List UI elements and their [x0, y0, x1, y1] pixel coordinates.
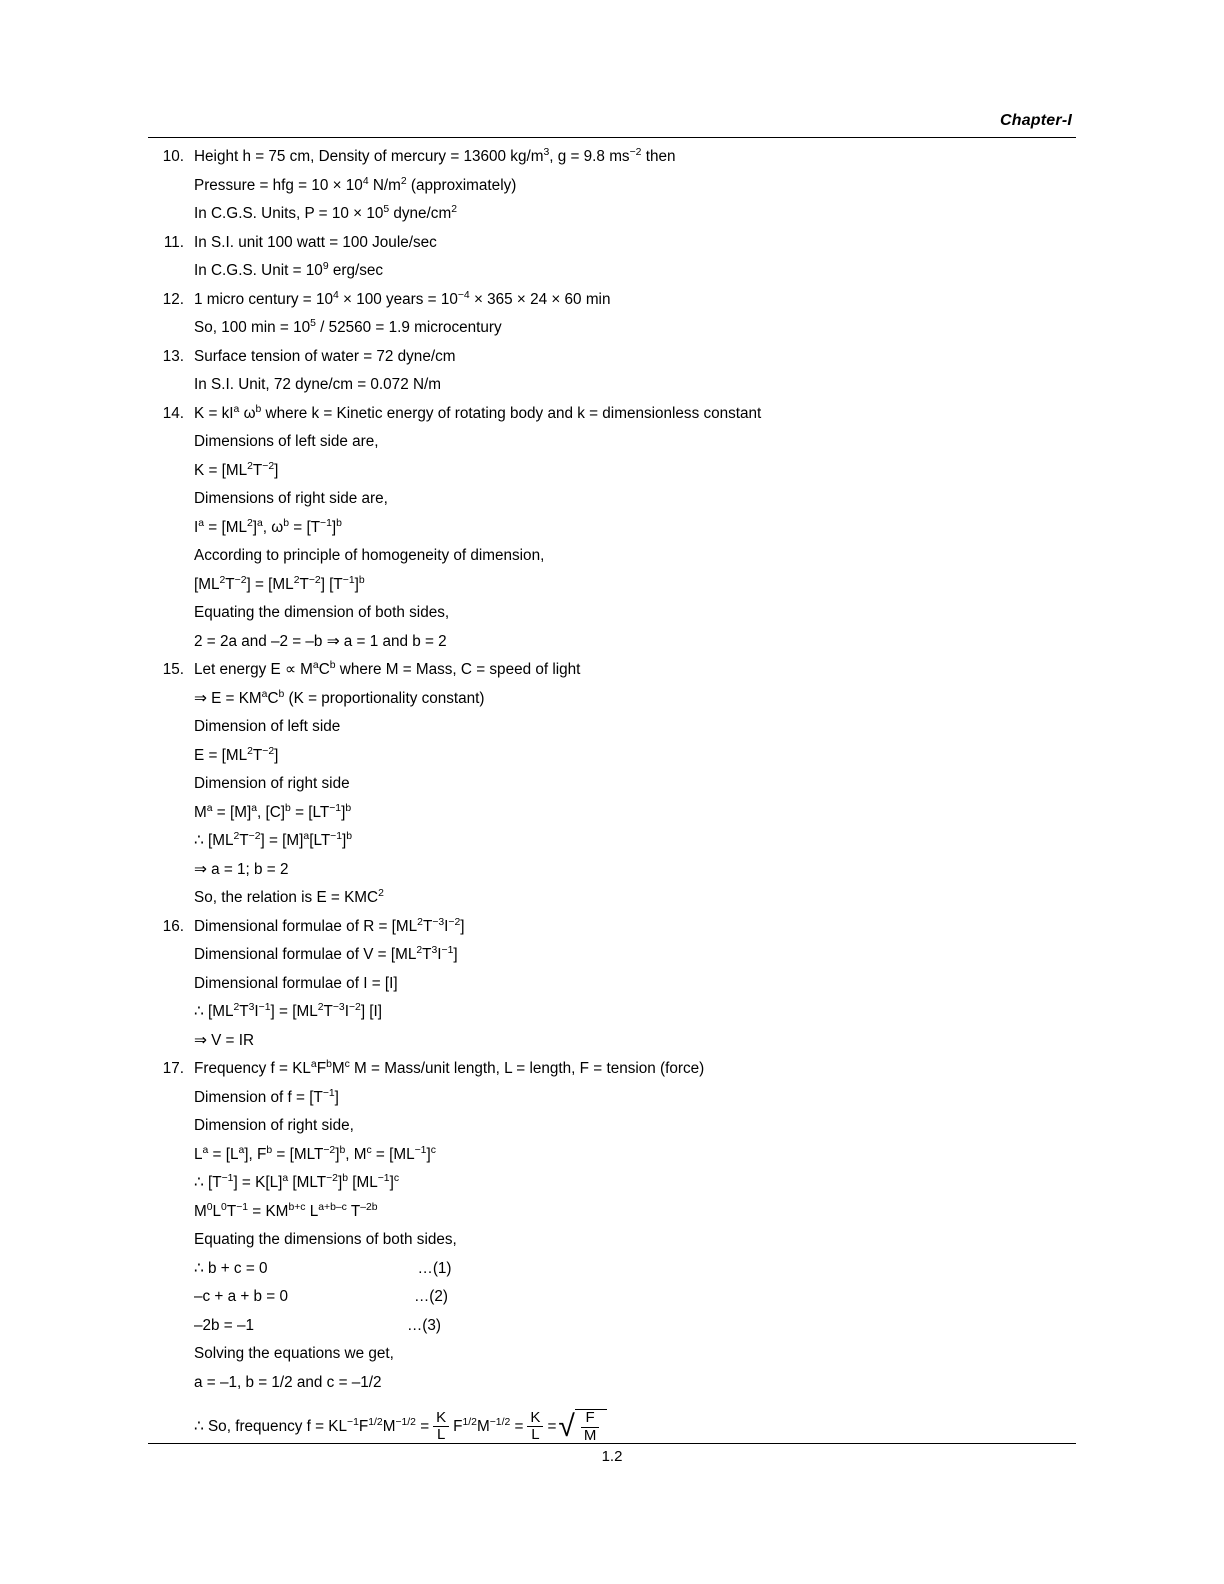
- final-equation: [194, 1409, 1078, 1445]
- item-body: [194, 286, 1078, 343]
- item-line: $E = [ML^2T^{-2}]$: [194, 745, 279, 764]
- fraction-denominator: M: [583, 1426, 597, 1444]
- item-line: Equating the dimensions of both sides,: [194, 1231, 457, 1248]
- item-number: 10.: [162, 148, 184, 165]
- item-line: In S.I. unit 100 watt = 100 Joule/sec: [194, 233, 437, 251]
- list-item: [148, 656, 1078, 913]
- fraction-k-over-l: [433, 1410, 449, 1445]
- item-line: $I^a = [ML^2]^a$, $\omega^b = [T^{-1}]^b$: [194, 517, 342, 536]
- fraction-numerator: F: [585, 1409, 595, 1426]
- item-body: [194, 143, 1078, 229]
- item-number: 11.: [163, 233, 184, 251]
- item-line: Frequency $f = KL^aF^bM^c$ M = Mass/unit length, L = length, F = tension (force): [194, 1058, 705, 1077]
- equation-label: …(3): [406, 1316, 441, 1334]
- solutions-list: [148, 143, 1078, 1445]
- item-line: $[ML^2T^{-2}] = [ML^2T^{-2}]$ $[T^{-1}]^b$: [194, 574, 365, 593]
- item-line: –c + a + b = 0 …(2): [194, 1288, 448, 1305]
- radical-sign: √: [558, 1409, 575, 1443]
- final-equation-mid: $F^{1/2}M^{-1/2}$ =: [453, 1416, 524, 1435]
- list-item: [148, 913, 1078, 1056]
- item-line: Dimension of right side,: [194, 1117, 354, 1134]
- list-item: [148, 1055, 1078, 1445]
- item-number: 15.: [162, 661, 184, 678]
- item-line: $K = [ML^2T^{-2}]$: [194, 460, 279, 479]
- item-line: ⇒ V = IR: [194, 1031, 254, 1049]
- square-root: [558, 1409, 607, 1445]
- item-number: 17.: [162, 1060, 184, 1077]
- item-line: 1 micro century = $10^4 \times 100$ years = $10^{-4} \times 365 \times 24 \times 60$ min: [194, 289, 611, 308]
- footer-rule: [148, 1443, 1076, 1444]
- item-line: Solving the equations we get,: [194, 1345, 394, 1362]
- item-line: $K = kI^a$ $\omega^b$ where k = Kinetic energy of rotating body and k = dimensionless constant: [194, 403, 762, 422]
- item-body: [194, 400, 1078, 657]
- item-line: Dimensional formulae of $V = [ML^2T^3I^{-1}]$: [194, 944, 458, 963]
- item-line: $M^0L^0T^{-1} = KM^{b+c}$ $L^{a+b-c}$ $T^{-2b}$: [194, 1201, 378, 1220]
- item-line: –2b = –1 …(3): [194, 1316, 441, 1334]
- item-line: $M^a = [M]^a$, $[C]^b = [LT^{-1}]^b$: [194, 802, 352, 821]
- item-number: 14.: [162, 404, 184, 422]
- fraction-f-over-m: [581, 1410, 600, 1445]
- item-line: Dimension of right side: [194, 775, 350, 792]
- item-line: Dimensional formulae of I = [I]: [194, 974, 398, 992]
- item-line: So, 100 $\min = 10^5 / 52560 = 1.9$ microcentury: [194, 317, 502, 336]
- item-line: ⇒ a = 1; b = 2: [194, 860, 289, 878]
- list-item: [148, 286, 1078, 343]
- item-body: [194, 656, 1078, 913]
- item-body: [194, 229, 1078, 286]
- item-line: So, the relation is $E = KMC^2$: [194, 887, 384, 906]
- list-item: [148, 143, 1078, 229]
- item-line: 2 = 2a and –2 = –b ⇒ a = 1 and b = 2: [194, 632, 447, 650]
- item-line: ∴ $[ML^2T^{-2}] = [M]^a[LT^{-1}]^b$: [194, 830, 353, 849]
- equation-label: …(2): [413, 1288, 448, 1305]
- item-line: Surface tension of water = 72 dyne/cm: [194, 347, 456, 365]
- item-number: 12.: [162, 290, 184, 308]
- item-number: 16.: [162, 917, 184, 935]
- item-line: Let energy $E \propto M^aC^b$ where M = Mass, C = speed of light: [194, 659, 581, 678]
- fraction-denominator: L: [436, 1426, 446, 1444]
- item-line: ∴ $[T^{-1}] = K[L]^a$ $[MLT^{-2}]^b$ $[ML^{-1}]^c$: [194, 1172, 400, 1191]
- item-body: [194, 1055, 1078, 1445]
- final-equation-equals: =: [547, 1417, 557, 1435]
- item-line: According to principle of homogeneity of dimension,: [194, 547, 545, 564]
- item-line: Dimensions of right side are,: [194, 490, 388, 507]
- item-line: In C.G.S. Unit = $10^9$ erg/sec: [194, 260, 384, 279]
- header-rule: [148, 137, 1076, 138]
- item-line: Equating the dimension of both sides,: [194, 604, 450, 621]
- item-line: ⇒ $E = KM^aC^b$ (K = proportionality constant): [194, 688, 485, 707]
- item-line: Dimension of left side: [194, 718, 341, 735]
- item-line: Dimensions of left side are,: [194, 433, 379, 450]
- final-equation-prefix: ∴ So, frequency $f = KL^{-1}F^{1/2}M^{-1/2}$ =: [194, 1416, 430, 1435]
- item-number: 13.: [162, 347, 184, 365]
- list-item: [148, 400, 1078, 657]
- radicand: [575, 1409, 608, 1445]
- item-line: Height h = 75 cm, Density of mercury = 13600 $kg/m^3$, g = 9.8 $ms^{-2}$ then: [194, 146, 676, 165]
- item-body: [194, 913, 1078, 1056]
- page-header-chapter: Chapter-I: [999, 112, 1072, 129]
- item-line: Dimension of $f = [T^{-1}]$: [194, 1087, 339, 1106]
- item-line: Pressure = hfg = $10 \times 10^4$ $N/m^2$ (approximately): [194, 175, 517, 194]
- item-line: ∴ b + c = 0 …(1): [194, 1259, 452, 1277]
- item-line: $L^a = [L^a]$, $F^b = [MLT^{-2}]^b$, $M^c = [ML^{-1}]^c$: [194, 1144, 436, 1163]
- page-number: 1.2: [601, 1448, 623, 1465]
- list-item: [148, 343, 1078, 400]
- fraction-k-over-l-2: [527, 1410, 543, 1445]
- item-body: [194, 343, 1078, 400]
- item-line: ∴ $[ML^2T^3I^{-1}] = [ML^2T^{-3}I^{-2}]$ [I]: [194, 1001, 383, 1020]
- item-line: a = –1, b = 1/2 and c = –1/2: [194, 1373, 382, 1391]
- list-item: [148, 229, 1078, 286]
- fraction-denominator: L: [531, 1426, 540, 1444]
- item-line: In C.G.S. Units, $P = 10 \times 10^5$ dyne/$cm^2$: [194, 203, 457, 222]
- item-line: Dimensional formulae of $R = [ML^2T^{-3}I^{-2}]$: [194, 916, 465, 935]
- equation-label: …(1): [417, 1259, 452, 1277]
- fraction-numerator: K: [436, 1408, 447, 1426]
- item-line: In S.I. Unit, 72 dyne/cm = 0.072 N/m: [194, 376, 441, 393]
- fraction-numerator: K: [530, 1408, 541, 1426]
